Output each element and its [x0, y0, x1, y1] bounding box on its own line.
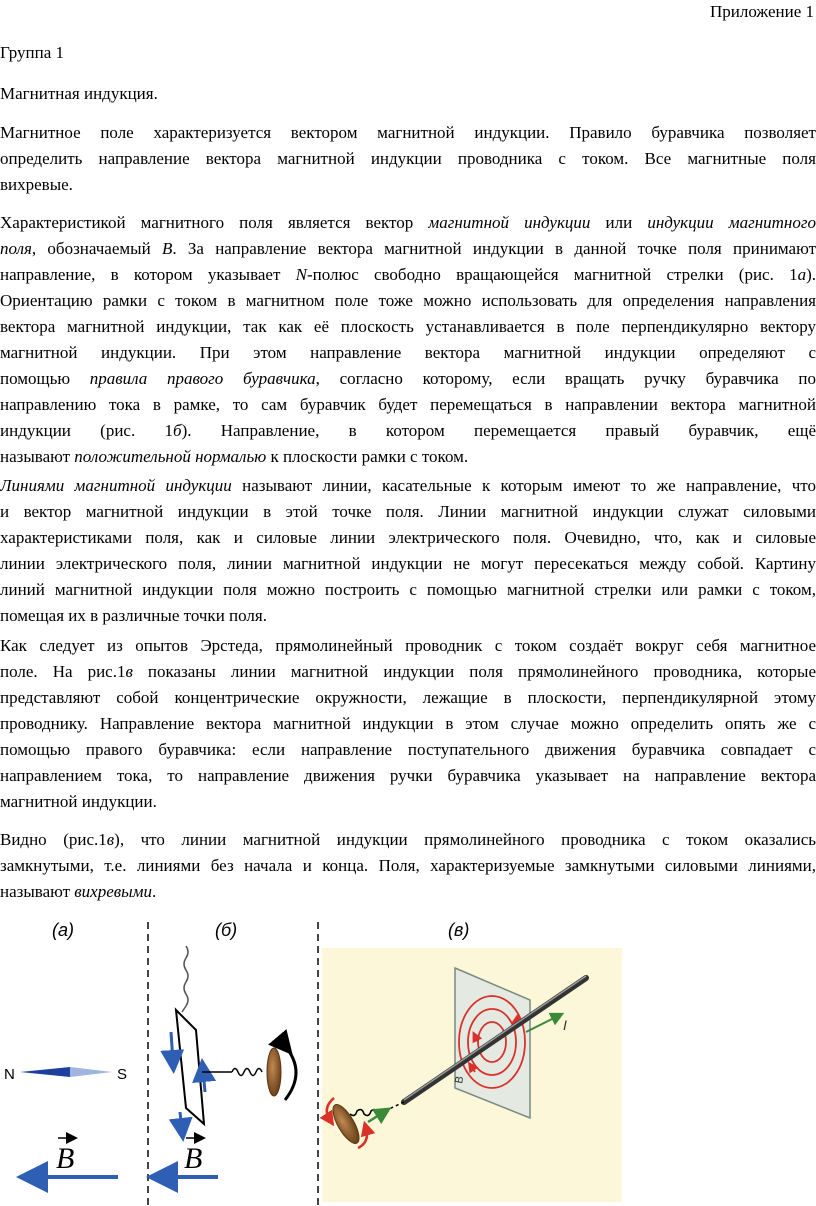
pole-n-label: N	[4, 1066, 15, 1083]
text-line: Ориентацию рамки с током в магнитном поле тоже можно использовать для определения направления	[0, 291, 816, 310]
paragraph-3	[0, 473, 816, 629]
gimlet-b	[202, 1046, 296, 1100]
panel-label-c: (в)	[448, 920, 470, 940]
text-line: магнитной индукции.	[0, 792, 157, 811]
vector-b-label-2: B	[184, 1142, 203, 1175]
text-line: индукции (рис. 1б). Направление, в котором перемещается правый буравчик, ещё	[0, 421, 816, 440]
text-line: представляют собой концентрические окружности, лежащие в плоскости, перпендикулярной этому	[0, 688, 816, 707]
text-line: Магнитное поле характеризуется вектором магнитной индукции. Правило буравчика позволяет	[0, 123, 816, 142]
pole-s-label: S	[117, 1066, 128, 1083]
vector-b-label: B	[56, 1142, 75, 1175]
text-line: определить направление вектора магнитной индукции проводника с током. Все магнитные поля	[0, 149, 816, 168]
topic-title: Магнитная индукция.	[0, 84, 158, 103]
text-line: называют вихревыми.	[0, 882, 157, 901]
text-line: линий магнитной индукции поля можно построить с помощью магнитной стрелки или рамки с током,	[0, 580, 816, 599]
text-line: характеристиками поля, как и силовые линии электрического поля. Очевидно, что, как и силовые	[0, 528, 816, 547]
text-line: вихревые.	[0, 175, 73, 194]
text-line: вектора магнитной индукции, так как её плоскость устанавливается в поле перпендикулярно вектору	[0, 317, 816, 336]
text-line: направление, в котором указывает N-полюс свободно вращающейся магнитной стрелки (рис. 1а).	[0, 265, 816, 284]
text-line: направлению тока в рамке, то сам буравчик будет перемещаться в направлении вектора магнитной	[0, 395, 816, 414]
text-line: помощью правила правого буравчика, согласно которому, если вращать ручку буравчика по	[0, 369, 816, 388]
paragraph-5	[0, 827, 816, 905]
panel-label-b: (б)	[215, 920, 238, 940]
text-line: Видно (рис.1в), что линии магнитной индукции прямолинейного проводника с током оказались	[0, 830, 816, 849]
text-line: линии электрического поля, линии магнитной индукции не могут пересекаться между собой. Картину	[0, 554, 816, 573]
text-line: называют положительной нормалью к плоскости рамки с током.	[0, 447, 469, 466]
text-line: и вектор магнитной индукции в этой точке поля. Линии магнитной индукции служат силовыми	[0, 502, 816, 521]
text-line: проводнику. Направление вектора магнитной индукции в этом случае можно определить опять же с	[0, 714, 816, 733]
text-line: Характеристикой магнитного поля является вектор магнитной индукции или индукции магнитного	[0, 213, 816, 232]
current-loop	[171, 946, 205, 1130]
paragraph-4	[0, 633, 816, 815]
text-line: поле. На рис.1в показаны линии магнитной индукции поля прямолинейного проводника, которые	[0, 662, 816, 681]
paragraph-2	[0, 210, 816, 470]
paragraph-1	[0, 120, 816, 198]
text-line: направлением тока, то направление движения ручки буравчика указывает на направление вектора	[0, 766, 816, 785]
panel-label-a: (а)	[52, 920, 74, 940]
text-line: помещая их в различные точки поля.	[0, 606, 267, 625]
appendix-label: Приложение 1	[710, 2, 814, 21]
text-line: замкнутыми, т.е. линиями без начала и конца. Поля, характеризуемые замкнутыми силовыми линиями,	[0, 856, 816, 875]
small-b-label: B	[453, 1075, 467, 1085]
compass-needle	[20, 1067, 112, 1077]
text-line: помощью правого буравчика: если направление поступательного движения буравчика совпадает с	[0, 740, 816, 759]
text-line: магнитной индукции. При этом направление вектора магнитной индукции определяют с	[0, 343, 816, 362]
figure-magnetic-induction	[0, 912, 816, 1206]
text-line: Линиями магнитной индукции называют линии, касательные к которым имеют то же направление, что	[0, 476, 816, 495]
text-line: Как следует из опытов Эрстеда, прямолинейный проводник с током создаёт вокруг себя магнитное	[0, 636, 816, 655]
group-title: Группа 1	[0, 43, 65, 62]
current-label: I	[563, 1017, 567, 1033]
text-line: поля, обозначаемый B. За направление вектора магнитной индукции в данной точке поля принимают	[0, 239, 816, 258]
